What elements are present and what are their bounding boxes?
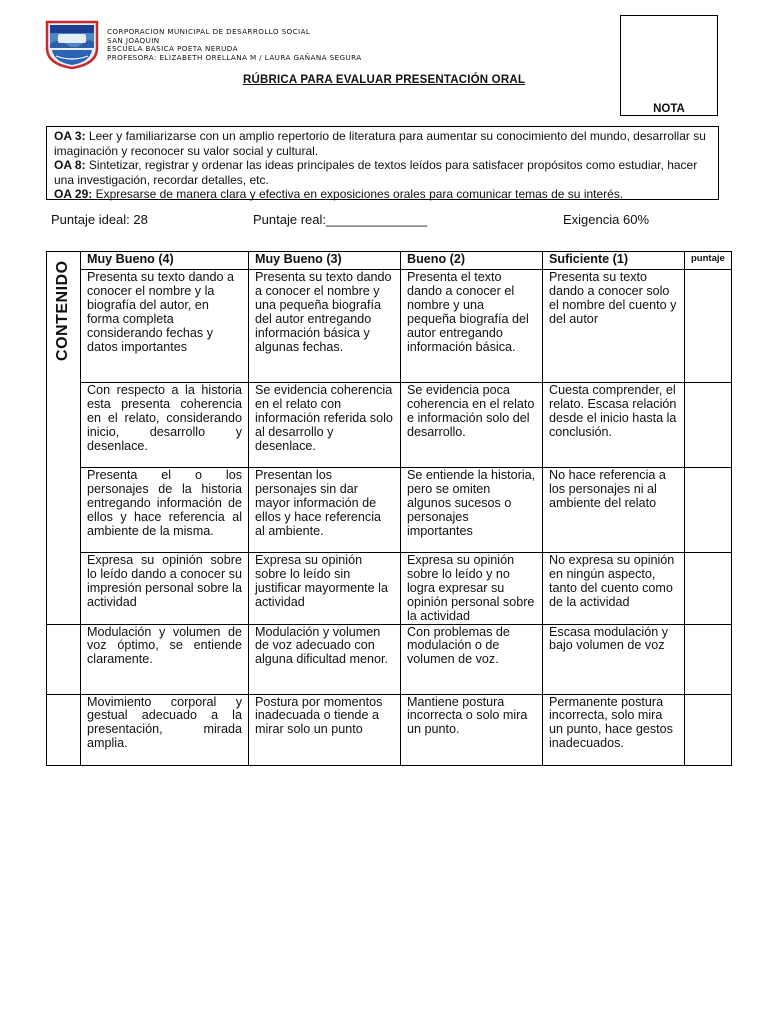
criteria-cell: Presenta el texto dando a conocer el nombre y una pequeña biografía del autor entregando información básica. xyxy=(401,270,543,383)
criteria-cell: Presenta su texto dando a conocer el nombre y una pequeña biografía del autor entregando información básica y algunas fechas. xyxy=(249,270,401,383)
rubric-table xyxy=(46,251,732,766)
objective-text: Leer y familiarizarse con un amplio repertorio de literatura para aumentar su conocimiento del mundo, desarrollar su imaginación y reconocer su valor social y cultural. xyxy=(54,129,706,158)
table-row xyxy=(47,624,732,694)
criteria-cell: Presenta su texto dando a conocer el nombre y la biografía del autor, en forma completa considerando fechas y datos importantes xyxy=(81,270,249,383)
nota-label: NOTA xyxy=(653,103,685,115)
table-row xyxy=(47,270,732,383)
criteria-cell: Presenta su texto dando a conocer solo el nombre del cuento y del autor xyxy=(543,270,685,383)
puntaje-cell[interactable] xyxy=(685,383,732,468)
header-suficiente-1: Suficiente (1) xyxy=(543,252,685,270)
table-row xyxy=(47,694,732,765)
header-muy-bueno-4: Muy Bueno (4) xyxy=(81,252,249,270)
puntaje-ideal: Puntaje ideal: 28 xyxy=(51,212,148,227)
puntaje-cell[interactable] xyxy=(685,270,732,383)
criteria-cell: Escasa modulación y bajo volumen de voz xyxy=(543,624,685,694)
header-puntaje: puntaje xyxy=(685,252,732,270)
criteria-cell: Presentan los personajes sin dar mayor información de ellos y hace referencia al ambiente. xyxy=(249,468,401,553)
objective-oa3 xyxy=(54,129,711,158)
contenido-label: CONTENIDO xyxy=(54,260,72,361)
criteria-cell: Se evidencia poca coherencia en el relato e información solo del desarrollo. xyxy=(401,383,543,468)
objective-code: OA 29: xyxy=(54,187,93,201)
criteria-cell: Presenta el o los personajes de la historia entregando información de ellos y hace referencia al ambiente de la misma. xyxy=(81,468,249,553)
exigencia: Exigencia 60% xyxy=(563,212,649,227)
puntaje-real[interactable]: Puntaje real:______________ xyxy=(253,212,428,227)
objective-text: Expresarse de manera clara y efectiva en exposiciones orales para comunicar temas de su interés. xyxy=(92,187,624,201)
school-header xyxy=(107,28,362,62)
table-row xyxy=(47,383,732,468)
objective-oa8 xyxy=(54,158,711,187)
puntaje-cell[interactable] xyxy=(685,694,732,765)
table-row xyxy=(47,553,732,625)
school-logo xyxy=(44,18,100,70)
side-label-cell xyxy=(47,252,81,625)
objectives-box xyxy=(46,126,719,200)
objective-oa29 xyxy=(54,187,711,202)
header-line-comuna: SAN JOAQUIN xyxy=(107,35,160,45)
criteria-cell: Expresa su opinión sobre lo leído sin justificar mayormente la actividad xyxy=(249,553,401,625)
header-line-escuela: ESCUELA BASICA POETA NERUDA xyxy=(107,44,238,54)
header-line-profesora: PROFESORA: ELIZABETH ORELLANA M / LAURA GAÑANA SEGURA xyxy=(107,52,362,62)
header-line-corporacion: CORPORACION MUNICIPAL DE DESARROLLO SOCIAL xyxy=(107,27,311,36)
criteria-cell: Modulación y volumen de voz óptimo, se entiende claramente. xyxy=(81,624,249,694)
criteria-cell: Mantiene postura incorrecta o solo mira un punto. xyxy=(401,694,543,765)
side-empty-cell xyxy=(47,694,81,765)
criteria-cell: Se entiende la historia, pero se omiten algunos sucesos o personajes importantes xyxy=(401,468,543,553)
header-muy-bueno-3: Muy Bueno (3) xyxy=(249,252,401,270)
criteria-cell: Permanente postura incorrecta, solo mira un punto, hace gestos inadecuados. xyxy=(543,694,685,765)
criteria-cell: No expresa su opinión en ningún aspecto, tanto del cuento como de la actividad xyxy=(543,553,685,625)
criteria-cell: Cuesta comprender, el relato. Escasa relación desde el inicio hasta la conclusión. xyxy=(543,383,685,468)
objective-text: Sintetizar, registrar y ordenar las ideas principales de textos leídos para satisfacer propósitos como estudiar, hacer una investigación, recordar detalles, etc. xyxy=(54,158,698,187)
page-title: RÚBRICA PARA EVALUAR PRESENTACIÓN ORAL xyxy=(242,74,526,86)
puntaje-cell[interactable] xyxy=(685,468,732,553)
nota-box[interactable] xyxy=(620,15,718,116)
criteria-cell: Modulación y volumen de voz adecuado con alguna dificultad menor. xyxy=(249,624,401,694)
objective-code: OA 8: xyxy=(54,158,86,172)
criteria-cell: Movimiento corporal y gestual adecuado a la presentación, mirada amplia. xyxy=(81,694,249,765)
criteria-cell: Con problemas de modulación o de volumen de voz. xyxy=(401,624,543,694)
criteria-cell: Expresa su opinión sobre lo leído dando a conocer su impresión personal sobre la actividad xyxy=(81,553,249,625)
puntaje-cell[interactable] xyxy=(685,553,732,625)
side-empty-cell xyxy=(47,624,81,694)
objective-code: OA 3: xyxy=(54,129,86,143)
puntaje-cell[interactable] xyxy=(685,624,732,694)
criteria-cell: Postura por momentos inadecuada o tiende a mirar solo un punto xyxy=(249,694,401,765)
criteria-cell: Se evidencia coherencia en el relato con información referida solo al desarrollo y desenlace. xyxy=(249,383,401,468)
table-row xyxy=(47,468,732,553)
criteria-cell: Expresa su opinión sobre lo leído y no logra expresar su opinión personal sobre la actividad xyxy=(401,553,543,625)
header-bueno-2: Bueno (2) xyxy=(401,252,543,270)
criteria-cell: Con respecto a la historia esta presenta coherencia en el relato, considerando inicio, desarrollo y desenlace. xyxy=(81,383,249,468)
rubric-header-row xyxy=(47,252,732,270)
criteria-cell: No hace referencia a los personajes ni al ambiente del relato xyxy=(543,468,685,553)
